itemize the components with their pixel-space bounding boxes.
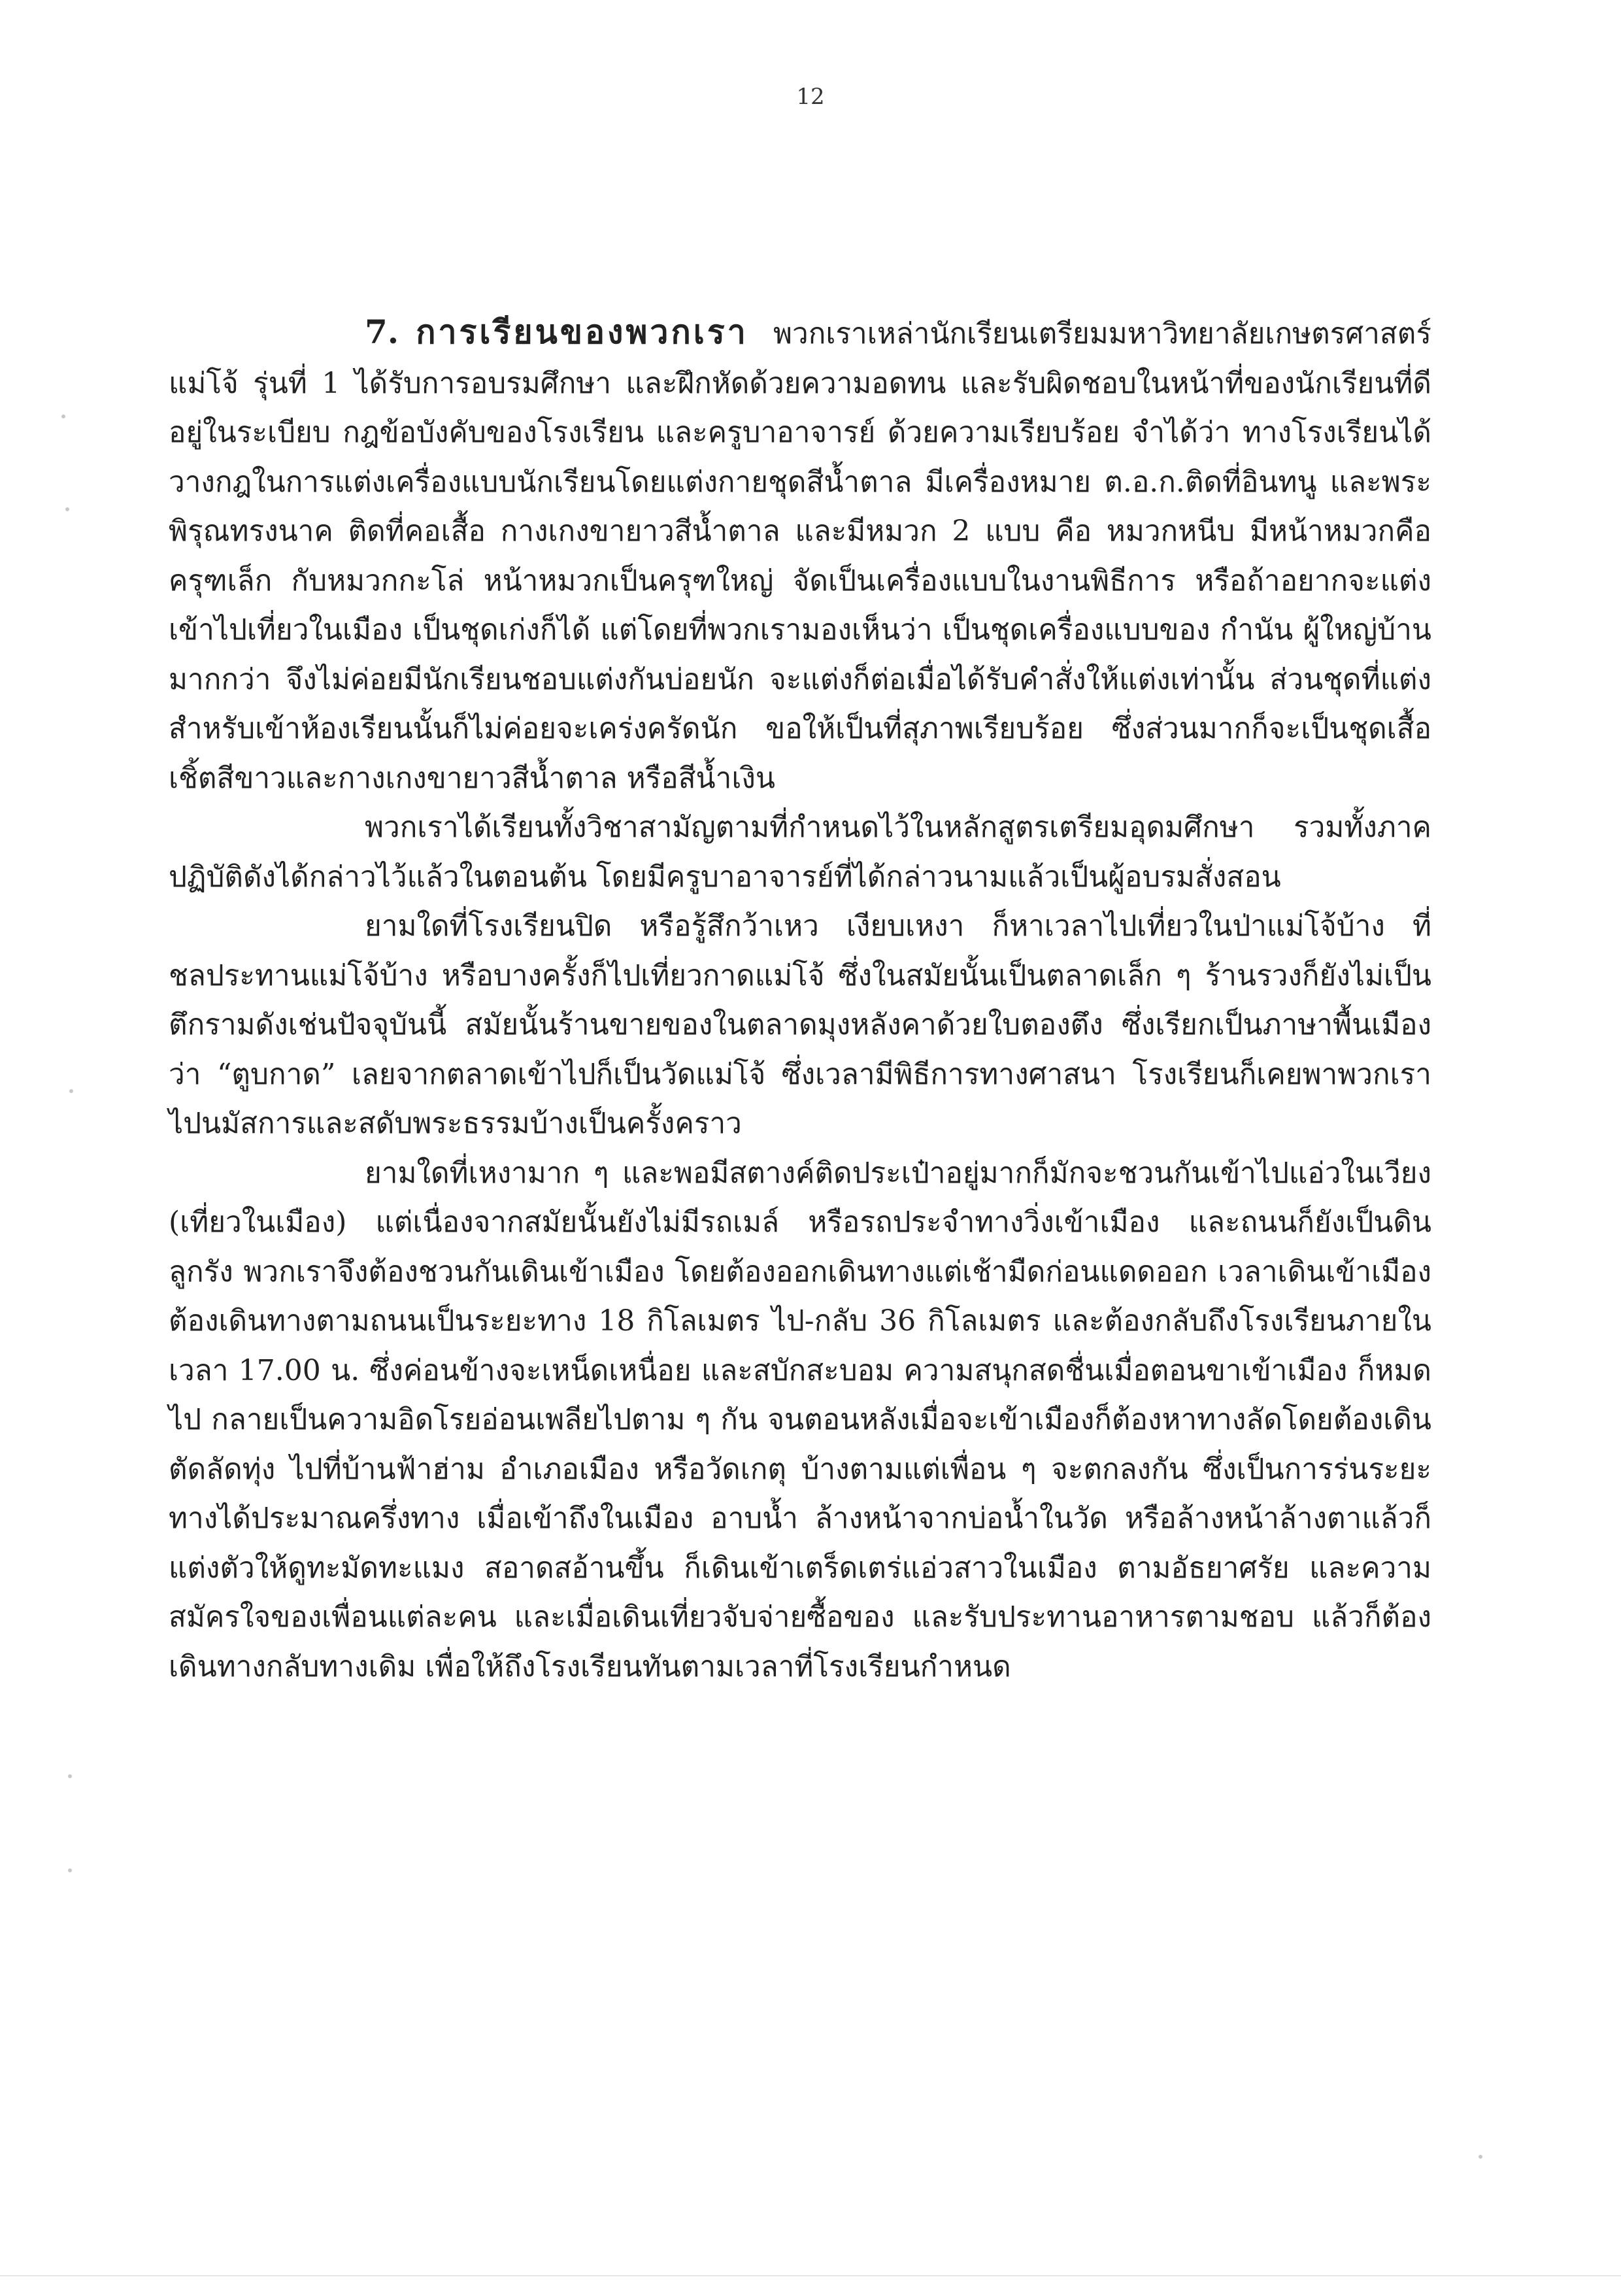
scan-speck bbox=[1479, 2155, 1482, 2159]
scan-speck bbox=[68, 1774, 72, 1778]
paragraph-1 bbox=[169, 307, 1431, 803]
paragraph-2: พวกเราได้เรียนทั้งวิชาสามัญตามที่กำหนดไว้ในหลักสูตรเตรียมอุดมศึกษา รวมทั้งภาคปฏิบัติดังได้กล่าวไว้แล้วในตอนต้น โดยมีครูบาอาจารย์ที่ได้กล่าวนามแล้วเป็นผู้อบรมสั่งสอน bbox=[169, 811, 1431, 894]
section-title: การเรียนของพวกเรา bbox=[416, 312, 748, 351]
paragraph-3: ยามใดที่โรงเรียนปิด หรือรู้สึกว้าเหว เงียบเหงา ก็หาเวลาไปเที่ยวในป่าแม่โจ้บ้าง ที่ชลประทานแม่โจ้บ้าง หรือบางครั้งก็ไปเที่ยวกาดแม่โจ้ ซึ่งในสมัยนั้นเป็นตลาดเล็ก ๆ ร้านรวงก็ยังไม่เป็นตึกรามดังเช่นปัจจุบันนี้ สมัยนั้นร้านขายของในตลาดมุงหลังคาด้วยใบตองตึง ซึ่งเรียกเป็นภาษาพื้นเมืองว่า “ตูบกาด” เลยจากตลาดเข้าไปก็เป็นวัดแม่โจ้ ซึ่งเวลามีพิธีการทางศาสนา โรงเรียนก็เคยพาพวกเราไปนมัสการและสดับพระธรรมบ้างเป็นครั้งคราว bbox=[169, 909, 1431, 1140]
document-body bbox=[169, 307, 1431, 1691]
page-number: 12 bbox=[796, 84, 825, 110]
scan-speck bbox=[69, 1089, 73, 1093]
paragraph-4: ยามใดที่เหงามาก ๆ และพอมีสตางค์ติดประเป๋าอยู่มากก็มักจะชวนกันเข้าไปแอ่วในเวียง (เที่ยวในเมือง) แต่เนื่องจากสมัยนั้นยังไม่มีรถเมล์ หรือรถประจำทางวิ่งเข้าเมือง และถนนก็ยังเป็นดินลูกรัง พวกเราจึงต้องชวนกันเดินเข้าเมือง โดยต้องออกเดินทางแต่เช้ามืดก่อนแดดออก เวลาเดินเข้าเมืองต้องเดินทางตามถนนเป็นระยะทาง 18 กิโลเมตร ไป-กลับ 36 กิโลเมตร และต้องกลับถึงโรงเรียนภายในเวลา 17.00 น. ซึ่งค่อนข้างจะเหน็ดเหนื่อย และสบักสะบอม ความสนุกสดชื่นเมื่อตอนขาเข้าเมือง ก็หมดไป กลายเป็นความอิดโรยอ่อนเพลียไปตาม ๆ กัน จนตอนหลังเมื่อจะเข้าเมืองก็ต้องหาทางลัดโดยต้องเดินตัดลัดทุ่ง ไปที่บ้านฟ้าฮ่าม อำเภอเมือง หรือวัดเกตุ บ้างตามแต่เพื่อน ๆ จะตกลงกัน ซึ่งเป็นการร่นระยะทางได้ประมาณครึ่งทาง เมื่อเข้าถึงในเมือง อาบน้ำ ล้างหน้าจากบ่อน้ำในวัด หรือล้างหน้าล้างตาแล้วก็แต่งตัวให้ดูทะมัดทะแมง สอาดสอ้านขึ้น ก็เดินเข้าเตร็ดเตร่แอ่วสาวในเมือง ตามอัธยาศรัย และความสมัครใจของเพื่อนแต่ละคน และเมื่อเดินเที่ยวจับจ่ายซื้อของ และรับประทานอาหารตามชอบ แล้วก็ต้องเดินทางกลับทางเดิม เพื่อให้ถึงโรงเรียนทันตามเวลาที่โรงเรียนกำหนด bbox=[169, 1156, 1431, 1683]
scan-speck bbox=[61, 414, 65, 418]
paragraph-1-text: พวกเราเหล่านักเรียนเตรียมมหาวิทยาลัยเกษตรศาสตร์ แม่โจ้ รุ่นที่ 1 ได้รับการอบรมศึกษา และฝึกหัดด้วยความอดทน และรับผิดชอบในหน้าที่ของนักเรียนที่ดีอยู่ในระเบียบ กฎข้อบังคับของโรงเรียน และครูบาอาจารย์ ด้วยความเรียบร้อย จำได้ว่า ทางโรงเรียนได้วางกฎในการแต่งเครื่องแบบนักเรียนโดยแต่งกายชุดสีน้ำตาล มีเครื่องหมาย ต.อ.ก.ติดที่อินทนู และพระพิรุณทรงนาค ติดที่คอเสื้อ กางเกงขายาวสีน้ำตาล และมีหมวก 2 แบบ คือ หมวกหนีบ มีหน้าหมวกคือครุฑเล็ก กับหมวกกะโล่ หน้าหมวกเป็นครุฑใหญ่ จัดเป็นเครื่องแบบในงานพิธีการ หรือถ้าอยากจะแต่งเข้าไปเที่ยวในเมือง เป็นชุดเก่งก็ได้ แต่โดยที่พวกเรามองเห็นว่า เป็นชุดเครื่องแบบของ กำนัน ผู้ใหญ่บ้าน มากกว่า จึงไม่ค่อยมีนักเรียนชอบแต่งกันบ่อยนัก จะแต่งก็ต่อเมื่อได้รับคำสั่งให้แต่งเท่านั้น ส่วนชุดที่แต่งสำหรับเข้าห้องเรียนนั้นก็ไม่ค่อยจะเคร่งครัดนัก ขอให้เป็นที่สุภาพเรียบร้อย ซึ่งส่วนมากก็จะเป็นชุดเสื้อเชิ้ตสีขาวและกางเกงขายาวสีน้ำตาล หรือสีน้ำเงิน bbox=[169, 317, 1431, 795]
scan-speck bbox=[68, 1868, 72, 1872]
scan-speck bbox=[65, 507, 69, 511]
section-number: 7. bbox=[365, 312, 399, 351]
bottom-edge bbox=[0, 2275, 1621, 2276]
